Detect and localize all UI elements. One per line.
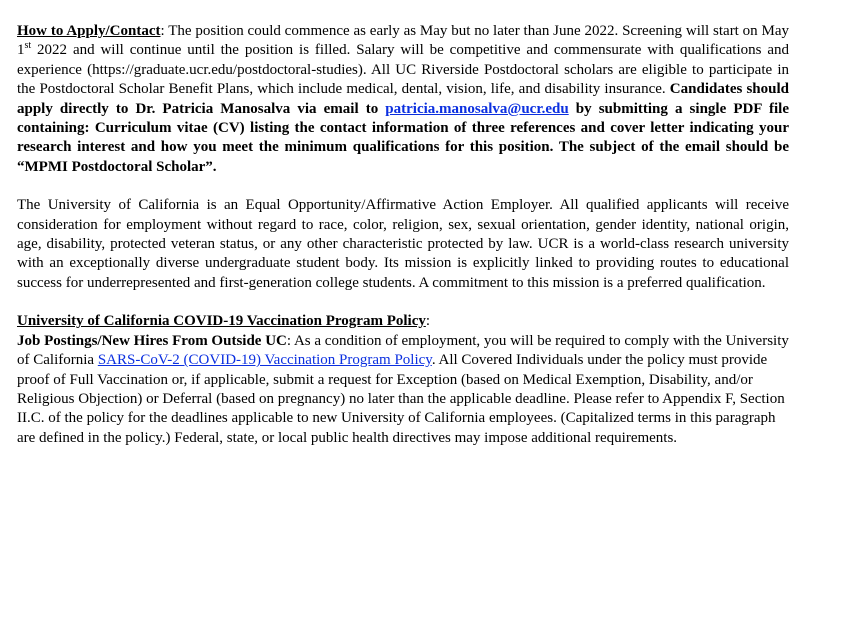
- covid-text-body: . All Covered Individuals under the policy must provide proof of Full Vaccination or, if applicable, submit a request for Exception (based on Medical Exemption, Disability, and/or Religious Objection) or Deferral (based on pregnancy) no later than the applicable deadline. Please refer to Appendix F, Section II.C. of the policy for the deadlines applicable to new University of California employees. (Capitalized terms in this paragraph are defined in the policy.) Federal, state, or local public health directives may impose additional requirements.: [17, 352, 785, 446]
- apply-text-start: The position could commence as early as May but no later than June 2022. Screening will start on May 1: [17, 23, 789, 59]
- apply-text-body: 2022 and will continue until the position is filled. Salary will be competitive and commensurate with qualifications and experience (https://graduate.ucr.edu/postdoctoral-studies). All UC Riverside Postdoctoral scholars are eligible to participate in the Postdoctoral Scholar Benefit Plans, which include medical, dental, vision, life, and disability insurance.: [17, 42, 789, 98]
- covid-policy-paragraph: [17, 312, 789, 448]
- vaccination-policy-link[interactable]: SARS-CoV-2 (COVID-19) Vaccination Program Policy: [97, 352, 432, 369]
- covid-text-start: : As a condition of employment, you will be required to comply with the University of California: [17, 332, 789, 369]
- apply-contact-paragraph: [17, 22, 789, 177]
- new-hires-subheading: Job Postings/New Hires From Outside UC: [17, 332, 287, 349]
- eeo-paragraph: The University of California is an Equal Opportunity/Affirmative Action Employer. All qualified applicants will receive consideration for employment without regard to race, color, religion, sex, sexual orientation, gender identity, national origin, age, disability, protected veteran status, or any other characteristic protected by law. UCR is a world-class research university with an exceptionally diverse undergraduate student body. Its mission is explicitly linked to providing routes to educational success for underrepresented and first-generation college students. A commitment to this mission is a preferred qualification.: [17, 197, 789, 291]
- covid-policy-heading: University of California COVID-19 Vaccination Program Policy: [17, 313, 426, 330]
- apply-instructions-bold: Candidates should apply directly to Dr. Patricia Manosalva via email to: [17, 81, 789, 117]
- contact-email-link[interactable]: patricia.manosalva@ucr.edu: [385, 100, 569, 117]
- document-page: [17, 22, 789, 448]
- apply-heading-colon: :: [160, 23, 165, 39]
- covid-heading-colon: :: [425, 313, 431, 330]
- apply-requirements-bold: by submitting a single PDF file containing: Curriculum vitae (CV) listing the contact information of three references and cover letter indicating your research interest and how you meet the minimum qualifications for this position. The subject of the email should be “MPMI Postdoctoral Scholar”.: [17, 100, 789, 175]
- apply-contact-heading: How to Apply/Contact: [17, 23, 161, 39]
- date-superscript: st: [24, 40, 32, 52]
